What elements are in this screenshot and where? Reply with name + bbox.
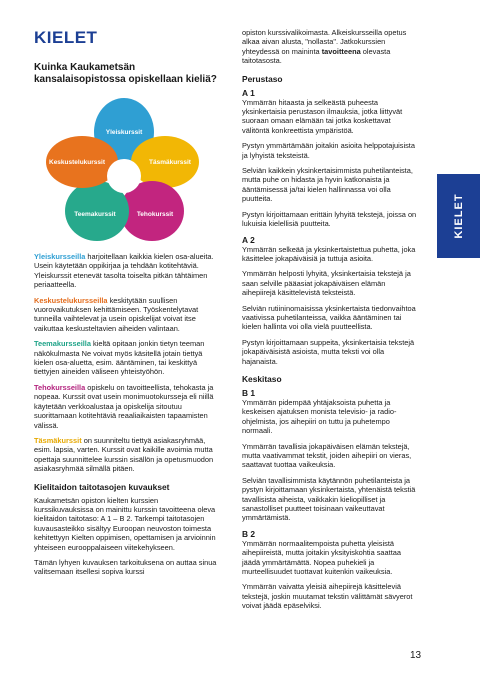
- level-b2-title: B 2: [242, 528, 256, 539]
- descriptions-paragraph-1: Kaukametsän opiston kielten kurssien kurssikuvauksissa on mainittu kurssin tavoitteena oleva kielitaidon taitotaso: A 1 – B 2. Tarkempi taitotasojen kuvausasteikko sisältyy Euroopan neuvoston toimesta kehitettyyn Kielten oppimisen, opettamisen ja arvioinnin yhteiseen eurooppalaiseen viitekehykseen.: [34, 495, 216, 552]
- course-type-teema: Teemakursseilla kieltä opitaan jonkin tietyn teeman näkökulmasta Ne voivat myös käsitellä jotain tiettyä kielen osa-aluetta, esim. ääntäminen, tai keskittyä tiettyjen aineiden väliseen yhteistyöhön.: [34, 339, 205, 377]
- level-b1-title: B 1: [242, 387, 256, 398]
- section-keskitaso: Keskitaso: [242, 373, 282, 384]
- course-type-tasma: Täsmäkurssit on suunniteltu tiettyä asiakasryhmää, esim. lapsia, varten. Kurssit ovat kaikille avoimia mutta opettaja suunnittelee kurssin sisällön ja opetusmuodon asiakasryhmää silmällä pitäen.: [34, 435, 214, 474]
- course-types-diagram: [42, 94, 207, 244]
- page-number: 13: [410, 650, 422, 661]
- flower-center: [107, 159, 141, 193]
- level-a2-item: Selviän rutiininomaisissa yksinkertaista tiedonvaihtoa vaativissa puhetilanteissa, vaikka ääntäminen tai kielen hallinta voi olla vielä puutteellista.: [242, 303, 416, 332]
- level-b1-item: Selviän tavallisimmista käytännön puhetilanteista ja pystyn kirjoittamaan yksinkertaista, yhtenäistä tekstiä tavallisista aiheista, vaikkakin kieliopilliset ja sanastolliset puutteet toisinaan vaikeuttavat ymmärtämistä.: [242, 475, 416, 523]
- course-type-yleis: Yleiskursseilla harjoitellaan kaikkia kielen osa-alueita. Usein käytetään oppikirjaa ja tehdään kotitehtäviä. Yleiskurssit etenevät tasolta toiselta pitkän tähtäimen periaatteella.: [34, 252, 214, 290]
- level-a1-item: Pystyn ymmärtämään joitakin asioita helppotajuisista ja lyhyistä teksteistä.: [242, 141, 415, 160]
- level-b2-item: Ymmärrän normaalitempoista puhetta yleisistä aihepiireistä, mutta joitakin yksityiskohtia saattaa jäädä ymmärtämättä. Nopea puhekieli ja murteellisuudet tuottavat kuitenkin vaikeuksia.: [242, 538, 401, 577]
- level-a2-item: Ymmärrän selkeää ja yksinkertaistettua puhetta, joka käsittelee jokapäiväisiä ja tuttuja asioita.: [242, 244, 416, 263]
- side-tab-label: KIELET: [452, 193, 465, 239]
- right-column: [242, 28, 417, 617]
- right-intro-paragraph: opiston kurssivalikoimasta. Alkeiskursseilla opetus alkaa aivan alusta, "nollasta". Jatkokurssien yhteydessä on maininta tavoitteena olevasta taitotasosta.: [242, 28, 407, 66]
- page-title: KIELET: [34, 28, 98, 47]
- level-a1-item: Ymmärrän hitaasta ja selkeästä puheesta yksinkertaisia perustason ilmauksia, jotka liittyvät suoraan omaan elämään tai jotka koskettavat välitöntä konkreettista ympäristöä.: [242, 97, 403, 135]
- level-a2-title: A 2: [242, 234, 255, 245]
- level-b2-item: Ymmärrän vaivatta yleisiä aihepiirejä käsitteleviä tekstejä, joskin muutamat tekstin välittämät sävyerot voivat jäädä epäselviksi.: [242, 582, 413, 611]
- petal-label-teemakurssit: Teemakurssit: [74, 211, 116, 218]
- level-a2-item: Pystyn kirjoittamaan suppeita, yksinkertaisia tekstejä jokapäiväisistä asioista, mutta teksti voi olla hajanaista.: [242, 337, 415, 366]
- intro-heading: Kuinka Kaukametsän kansalaisopistossa opiskellaan kieliä?: [34, 62, 217, 85]
- level-a1-item: Pystyn kirjoittamaan erittäin lyhyitä tekstejä, joissa on lukuisia kielellisiä puutteita.: [242, 209, 417, 229]
- section-perustaso: Perustaso: [242, 73, 283, 84]
- level-b1-item: Ymmärrän tavallisia jokapäiväisen elämän tekstejä, mutta vaativammat tekstit, joiden aihepiiri on vieras, saattavat tuottaa vaikeuksia.: [242, 441, 412, 470]
- left-column: [34, 28, 219, 583]
- petal-label-tehokurssit: Tehokurssit: [136, 211, 174, 218]
- petal-label-keskustelukurssit: Keskustelukurssit: [49, 159, 105, 166]
- descriptions-paragraph-2: Tämän lyhyen kuvauksen tarkoituksena on auttaa sinua valitsemaan itsellesi sopiva kurssi: [34, 557, 217, 577]
- petal-label-yleiskurssit: Yleiskurssit: [105, 129, 143, 136]
- petal-label-tasmakurssit: Täsmäkurssit: [149, 159, 191, 166]
- descriptions-heading: Kielitaidon taitotasojen kuvaukset: [34, 481, 170, 492]
- course-type-keskustelu: Keskustelukursseilla keskitytään suullisen vuorovaikutuksen kehittämiseen. Työskentelytavat tunneilla vaihtelevat ja usein opiskelijat voivat itse vaikuttaa keskusteltavien aiheiden valintaan.: [34, 295, 199, 333]
- level-b1-item: Ymmärrän pidempää yhtäjaksoista puhetta ja keskeisen ajatuksen monista televisio- ja radio-ohjelmista, jos aihepiiri on tuttu ja puhetempo normaali.: [242, 397, 397, 436]
- side-tab: [437, 174, 480, 258]
- course-type-tehokas: Tehokursseilla opiskelu on tavoitteellista, tehokasta ja nopeaa. Kurssit ovat usein monimuotokursseja eli niillä käytetään verkkoalustaa ja opiskelija sitoutuu suorittamaan kotitehtäviä reaaliaikaisten tapaamisten välissä.: [34, 382, 214, 430]
- level-a2-item: Ymmärrän helposti lyhyitä, yksinkertaisia tekstejä ja saan selville pääasiat jokapäiväisen elämän aihepiirejä käsittelevistä teksteistä.: [242, 269, 411, 298]
- level-a1-title: A 1: [242, 87, 255, 98]
- level-a1-item: Selviän kaikkein yksinkertaisimmista puhetilanteista, mutta puhe on hidasta ja hyvin katkonaista ja ääntämisessä ja/tai kielen hallinnassa voi olla puutteita.: [242, 166, 413, 204]
